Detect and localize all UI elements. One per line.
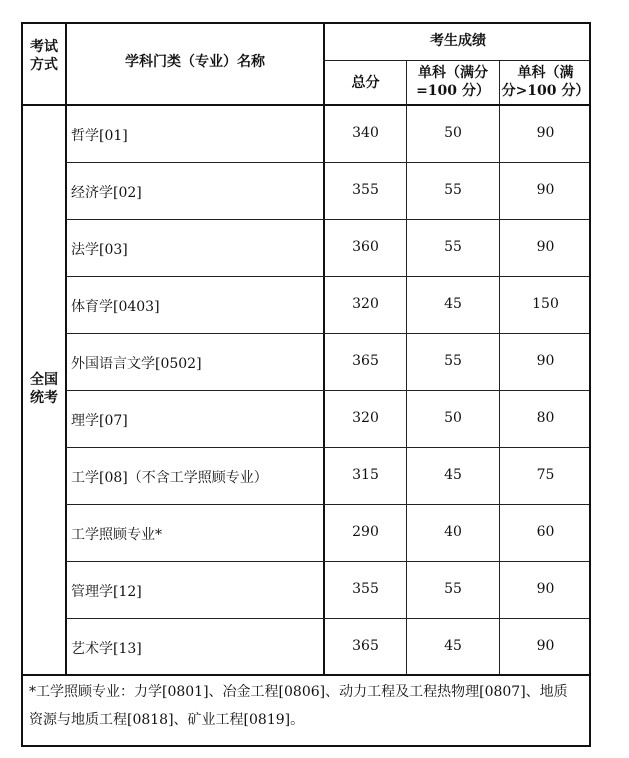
header-single-gt100 (500, 64, 591, 100)
total-score: 320 (352, 410, 379, 426)
single-gt100-score: 80 (536, 410, 555, 426)
divider (499, 60, 500, 674)
single-100-score: 55 (444, 353, 462, 369)
header-single-gt100-line1: 单科（满 (517, 65, 574, 81)
single-gt100-score: 90 (536, 125, 555, 141)
footnote (23, 678, 589, 734)
header-exam-method: 考试方式 (30, 39, 58, 73)
single-100-score: 55 (444, 239, 462, 255)
row-divider (66, 219, 589, 220)
row-divider (66, 447, 589, 448)
header-subject-name: 学科门类（专业）名称 (125, 54, 265, 70)
score-table (21, 22, 591, 747)
total-score: 355 (352, 182, 379, 198)
divider (23, 104, 589, 106)
total-score: 340 (352, 125, 379, 141)
row-divider (66, 162, 589, 163)
total-score: 355 (352, 581, 379, 597)
single-gt100-score: 90 (536, 239, 555, 255)
single-100-score: 50 (444, 125, 462, 141)
single-100-score: 45 (444, 467, 462, 483)
total-score: 320 (352, 296, 379, 312)
single-gt100-score: 75 (536, 467, 555, 483)
row-divider (66, 333, 589, 334)
total-score: 290 (352, 524, 379, 540)
total-score: 315 (352, 467, 379, 483)
footnote-line1: *工学照顾专业：力学[0801]、冶金工程[0806]、动力工程及工程热物理[0807]、地质 (29, 684, 568, 700)
single-gt100-score: 60 (536, 524, 555, 540)
divider (323, 24, 325, 674)
divider (406, 60, 407, 674)
header-single-100 (407, 64, 499, 100)
header-score-group: 考生成绩 (430, 33, 486, 49)
header-single-100-line1: 单科（满分 (418, 65, 488, 81)
row-divider (66, 390, 589, 391)
divider (65, 24, 67, 674)
total-score: 365 (352, 353, 379, 369)
divider (23, 674, 589, 676)
subject-name: 哲学[01] (71, 128, 128, 144)
row-divider (66, 561, 589, 562)
group-label: 全国统考 (30, 372, 58, 406)
subject-name: 法学[03] (71, 242, 128, 258)
subject-name: 工学[08]（不含工学照顾专业） (71, 470, 268, 486)
footnote-line2: 资源与地质工程[0818]、矿业工程[0819]。 (29, 712, 305, 728)
single-100-score: 50 (444, 410, 462, 426)
subject-name: 管理学[12] (71, 584, 142, 600)
single-100-score: 55 (444, 182, 462, 198)
single-100-score: 45 (444, 638, 462, 654)
single-gt100-score: 90 (536, 353, 555, 369)
header-single-gt100-line2: 分>100 分） (501, 83, 590, 99)
row-divider (66, 276, 589, 277)
single-gt100-score: 90 (536, 182, 555, 198)
total-score: 360 (352, 239, 379, 255)
total-score: 365 (352, 638, 379, 654)
subject-name: 理学[07] (71, 413, 128, 429)
subject-name: 外国语言文学[0502] (71, 356, 202, 372)
single-100-score: 40 (444, 524, 462, 540)
row-divider (66, 618, 589, 619)
subject-name: 经济学[02] (71, 185, 142, 201)
header-total: 总分 (351, 75, 380, 91)
subject-name: 体育学[0403] (71, 299, 160, 315)
subject-name: 艺术学[13] (71, 641, 142, 657)
single-gt100-score: 150 (532, 296, 559, 312)
subject-name: 工学照顾专业* (71, 527, 162, 543)
header-single-100-line2: =100 分） (416, 83, 490, 99)
single-100-score: 45 (444, 296, 462, 312)
single-gt100-score: 90 (536, 581, 555, 597)
row-divider (66, 504, 589, 505)
single-gt100-score: 90 (536, 638, 555, 654)
single-100-score: 55 (444, 581, 462, 597)
divider (323, 60, 589, 61)
